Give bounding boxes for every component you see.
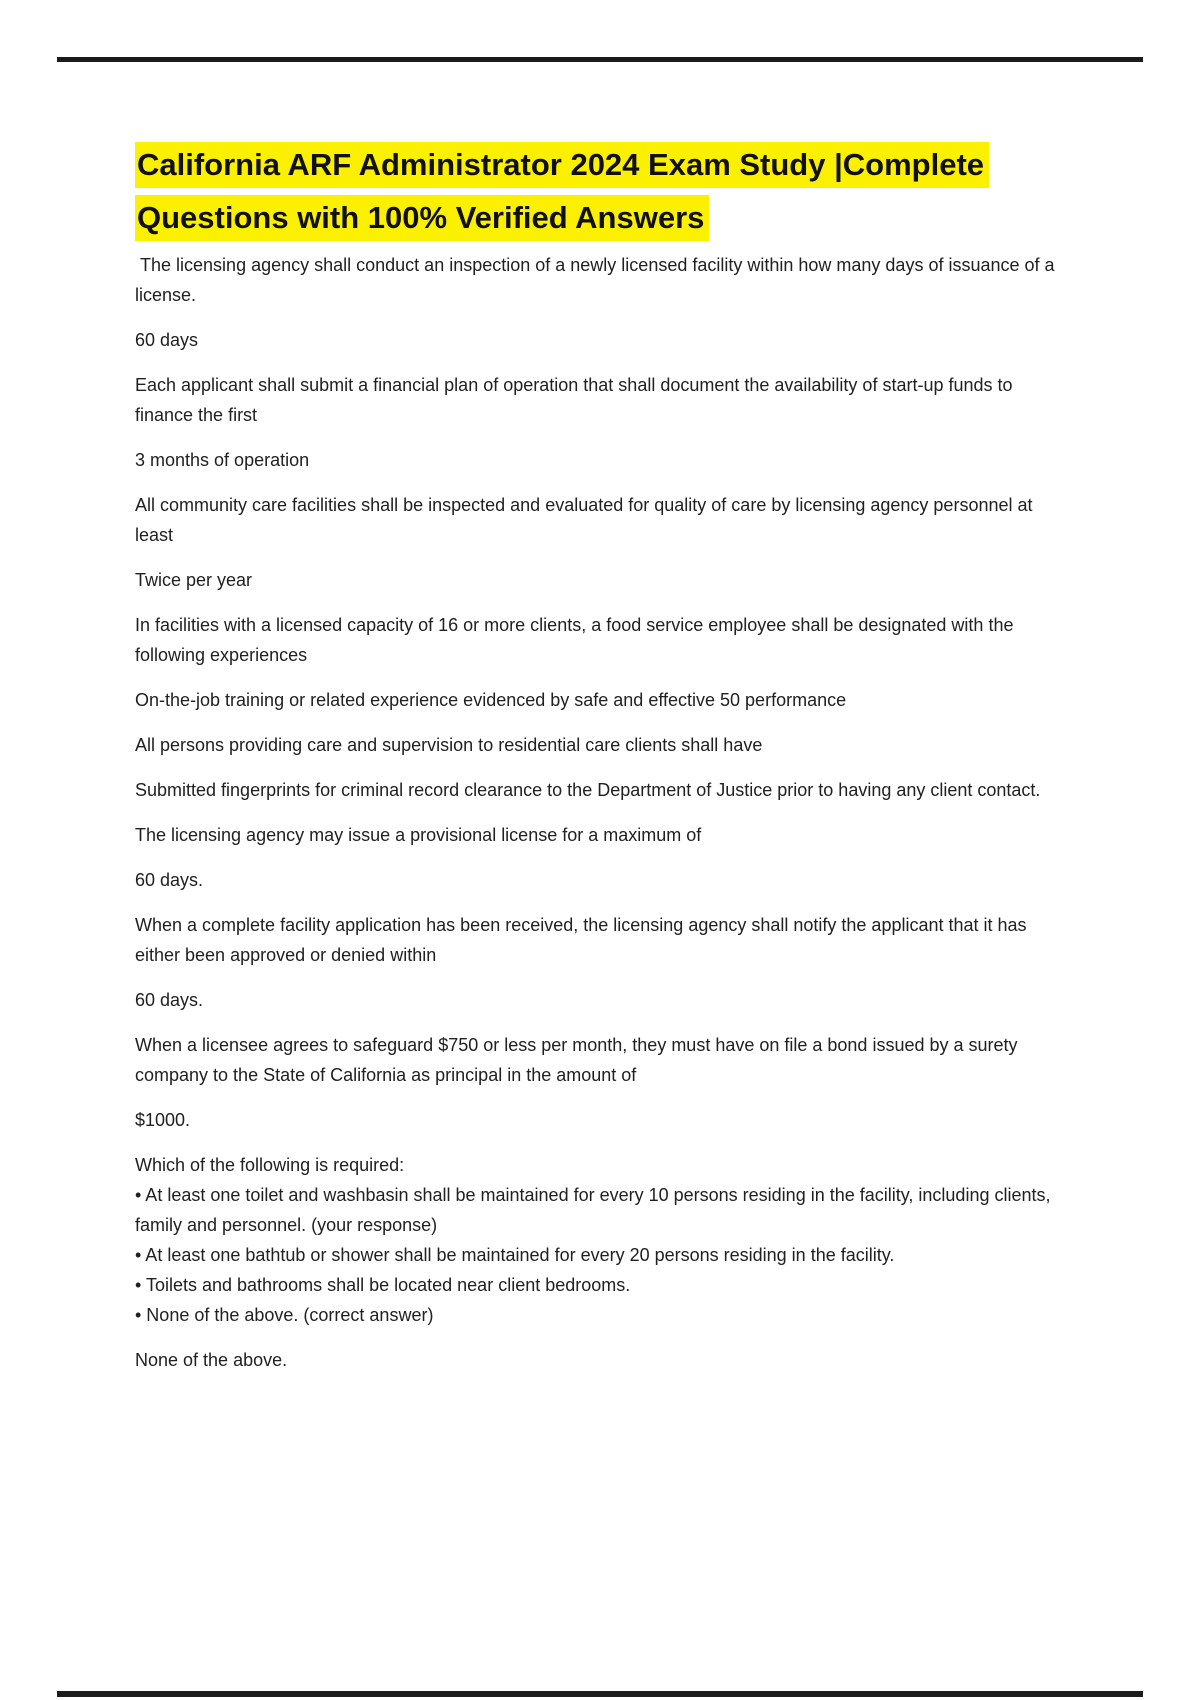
page-title-line-2: Questions with 100% Verified Answers [135,195,709,241]
answer-text: 60 days. [135,870,204,890]
question-text: When a licensee agrees to safeguard $750 or less per month, they must have on file a bond issued by a surety company to the State of California as principal in the amount of [135,1035,1023,1085]
answer-text: Twice per year [135,570,253,590]
answer-text: 60 days. [135,990,204,1010]
answer-text: On-the-job training or related experience evidenced by safe and effective 50 performance [135,690,847,710]
question-text: The licensing agency shall conduct an inspection of a newly licensed facility within how many days of issuance of a license. [135,255,1060,305]
answer-text: Submitted fingerprints for criminal record clearance to the Department of Justice prior to having any client contact. [135,780,1041,800]
question-text [135,1150,1067,1330]
option-line: • Toilets and bathrooms shall be located near client bedrooms. [135,1275,631,1295]
answer-text: $1000. [135,1110,191,1130]
answer-text: 60 days [135,330,199,350]
page-title-line-1: California ARF Administrator 2024 Exam Study |Complete [135,142,989,188]
answer-text: 3 months of operation [135,450,310,470]
answer-text: None of the above. [135,1350,288,1370]
question-text: Each applicant shall submit a financial plan of operation that shall document the availability of start-up funds to finance the first [135,375,1018,425]
top-divider-rule [57,57,1143,62]
option-line: • At least one bathtub or shower shall be maintained for every 20 persons residing in the facility. [135,1245,895,1265]
question-text: All community care facilities shall be inspected and evaluated for quality of care by licensing agency personnel at least [135,495,1038,545]
bottom-divider-rule [57,1691,1143,1697]
question-text: The licensing agency may issue a provisional license for a maximum of [135,825,702,845]
question-text: All persons providing care and supervision to residential care clients shall have [135,735,763,755]
question-text: In facilities with a licensed capacity of 16 or more clients, a food service employee shall be designated with the following experiences [135,615,1019,665]
document-body [135,250,1067,1390]
question-lead-text: Which of the following is required: [135,1155,405,1175]
option-line: • At least one toilet and washbasin shall be maintained for every 10 persons residing in the facility, including clients, family and personnel. (your response) [135,1185,1056,1235]
page-title [135,138,1125,244]
option-line: • None of the above. (correct answer) [135,1305,434,1325]
question-text: When a complete facility application has been received, the licensing agency shall notify the applicant that it has either been approved or denied within [135,915,1032,965]
